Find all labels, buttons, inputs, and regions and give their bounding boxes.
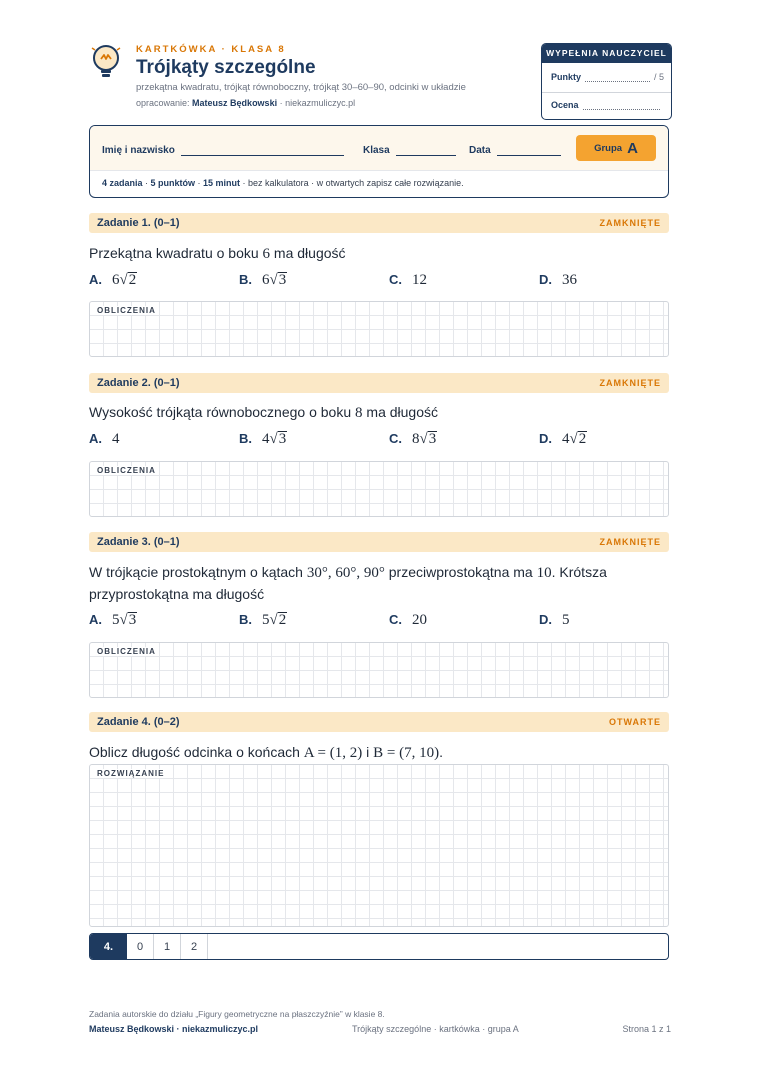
task-number: Zadanie 4. (0–2) [97,716,180,728]
option-value: 5√2 [262,612,287,628]
teacher-box [541,43,672,120]
option-root: 2 [128,272,137,288]
option-coef: 8 [412,431,420,447]
question-text: ma długość [270,245,346,261]
student-info-box [89,125,669,198]
answer-option[interactable] [539,431,587,448]
option-letter: B. [239,612,252,627]
option-value: 5 [562,612,570,628]
lightbulb-icon [90,44,122,80]
group-letter: A [627,139,638,157]
footer-title: Trójkąty szczególne · kartkówka · grupa A [352,1024,519,1034]
teacher-box-divider [542,92,671,93]
work-area[interactable] [89,642,669,698]
question-text: przeciwprostokątna ma [384,564,537,580]
task-number: Zadanie 3. (0–1) [97,536,180,548]
class-field[interactable] [363,145,456,156]
work-area-label: ROZWIĄZANIE [97,769,165,778]
score-option[interactable]: 0 [127,934,154,959]
option-coef: 4 [562,431,570,447]
info-points: 5 punktów [150,178,196,188]
page-title: Trójkąty szczególne [136,57,316,78]
option-letter: B. [239,272,252,287]
class-line [396,145,456,156]
question-text: Przekątna kwadratu o boku [89,245,263,261]
work-area-label: OBLICZENIA [97,647,156,656]
option-root: 3 [128,612,137,628]
task-question [89,402,659,424]
solution-area[interactable] [89,764,669,927]
answer-option[interactable] [89,272,137,289]
author-prefix: opracowanie: [136,98,193,108]
grade-line [583,101,660,110]
task-number: Zadanie 1. (0–1) [97,217,180,229]
option-value: 5√3 [112,612,137,628]
option-letter: C. [389,431,402,446]
option-value: 4√2 [562,431,587,447]
option-letter: B. [239,431,252,446]
points-line [585,73,650,82]
option-letter: D. [539,431,552,446]
option-value: 4√3 [262,431,287,447]
footer-note: Zadania autorskie do działu „Figury geometryczne na płaszczyźnie” w klasie 8. [89,1009,385,1019]
option-root: 2 [278,612,287,628]
task-type: OTWARTE [609,717,661,727]
option-letter: D. [539,612,552,627]
question-text: i [362,744,374,760]
option-value: 6√2 [112,272,137,288]
task-question [89,562,659,605]
grade-label: Ocena [551,100,579,110]
task-header [89,213,669,233]
option-root: 2 [578,431,587,447]
date-line [497,145,561,156]
group-label: Grupa [594,142,623,154]
option-coef: 6 [262,272,270,288]
answer-option[interactable] [89,612,137,629]
question-value: 10 [536,565,552,581]
point-b: B = (7, 10) [373,745,440,761]
date-label: Data [469,145,491,156]
info-tasks: 4 zadania [102,178,143,188]
info-sep: · [142,178,151,188]
task-header [89,712,669,732]
option-coef: 5 [262,612,270,628]
option-letter: A. [89,431,102,446]
points-field[interactable] [551,72,664,82]
header-kicker: KARTKÓWKA · KLASA 8 [136,44,286,55]
question-value: 8 [355,405,363,421]
option-value: 12 [412,272,427,288]
page-number: Strona 1 z 1 [622,1024,671,1034]
name-field[interactable] [102,145,344,156]
answer-option[interactable] [389,431,437,448]
teacher-box-title: WYPEŁNIA NAUCZYCIEL [542,44,671,63]
work-area-label: OBLICZENIA [97,306,156,315]
student-fields-row [90,126,668,171]
question-angles: 30°, 60°, 90° [306,565,385,581]
option-letter: D. [539,272,552,287]
question-text: przyprostokątna ma długość [89,586,265,602]
option-root: 3 [278,272,287,288]
info-time: 15 minut [203,178,241,188]
question-text: . [439,744,444,760]
author-suffix: · niekazmuliczyc.pl [277,98,356,108]
task-number: Zadanie 2. (0–1) [97,377,180,389]
option-coef: 5 [112,612,120,628]
name-line [181,145,344,156]
option-coef: 6 [112,272,120,288]
answer-option[interactable] [239,431,287,448]
info-rest: · bez kalkulatora · w otwartych zapisz całe rozwiązanie. [240,178,464,188]
task-type: ZAMKNIĘTE [599,537,661,547]
question-text: Wysokość trójkąta równobocznego o boku [89,404,356,420]
option-value: 4 [112,431,120,447]
date-field[interactable] [469,145,561,156]
answer-option[interactable] [239,272,287,289]
question-text: Oblicz długość odcinka o końcach [89,744,304,760]
option-letter: C. [389,272,402,287]
point-a: A = (1, 2) [303,745,363,761]
work-area[interactable] [89,461,669,517]
option-root: 3 [278,431,287,447]
option-value: 6√3 [262,272,287,288]
work-area[interactable] [89,301,669,357]
option-value: 8√3 [412,431,437,447]
group-badge [576,135,656,161]
question-text: W trójkącie prostokątnym o kątach [89,564,307,580]
option-letter: A. [89,612,102,627]
task-question [89,243,659,265]
option-coef: 4 [262,431,270,447]
answer-option[interactable] [539,612,570,629]
question-text: . Krótsza [551,564,607,580]
points-max: / 5 [653,72,664,82]
author-line [136,98,355,108]
option-root: 3 [428,431,437,447]
answer-option[interactable] [239,612,287,629]
answer-option[interactable] [389,272,427,289]
points-label: Punkty [551,72,582,82]
question-text: ma długość [362,404,438,420]
option-value: 36 [562,272,577,288]
score-option[interactable]: 1 [154,934,181,959]
score-task-number: 4. [90,934,127,959]
task-header [89,373,669,393]
task-question [89,742,659,764]
footer-author: Mateusz Będkowski · niekazmuliczyc.pl [89,1024,259,1034]
option-letter: C. [389,612,402,627]
task-type: ZAMKNIĘTE [599,378,661,388]
test-info [102,178,464,188]
question-value: 6 [262,246,271,262]
page-subtitle: przekątna kwadratu, trójkąt równoboczny, trójkąt 30–60–90, odcinki w układzie [136,82,466,93]
info-sep: · [195,178,204,188]
answer-option[interactable] [89,431,120,448]
option-letter: A. [89,272,102,287]
answer-option[interactable] [539,272,577,289]
task-type: ZAMKNIĘTE [599,218,661,228]
work-area-label: OBLICZENIA [97,466,156,475]
score-bar [89,933,669,960]
option-value: 20 [412,612,427,628]
score-option[interactable]: 2 [181,934,208,959]
answer-option[interactable] [389,612,427,629]
name-label: Imię i nazwisko [102,145,175,156]
grade-field[interactable] [551,100,664,110]
task-header [89,532,669,552]
class-label: Klasa [363,145,390,156]
author-name: Mateusz Będkowski [192,98,278,108]
